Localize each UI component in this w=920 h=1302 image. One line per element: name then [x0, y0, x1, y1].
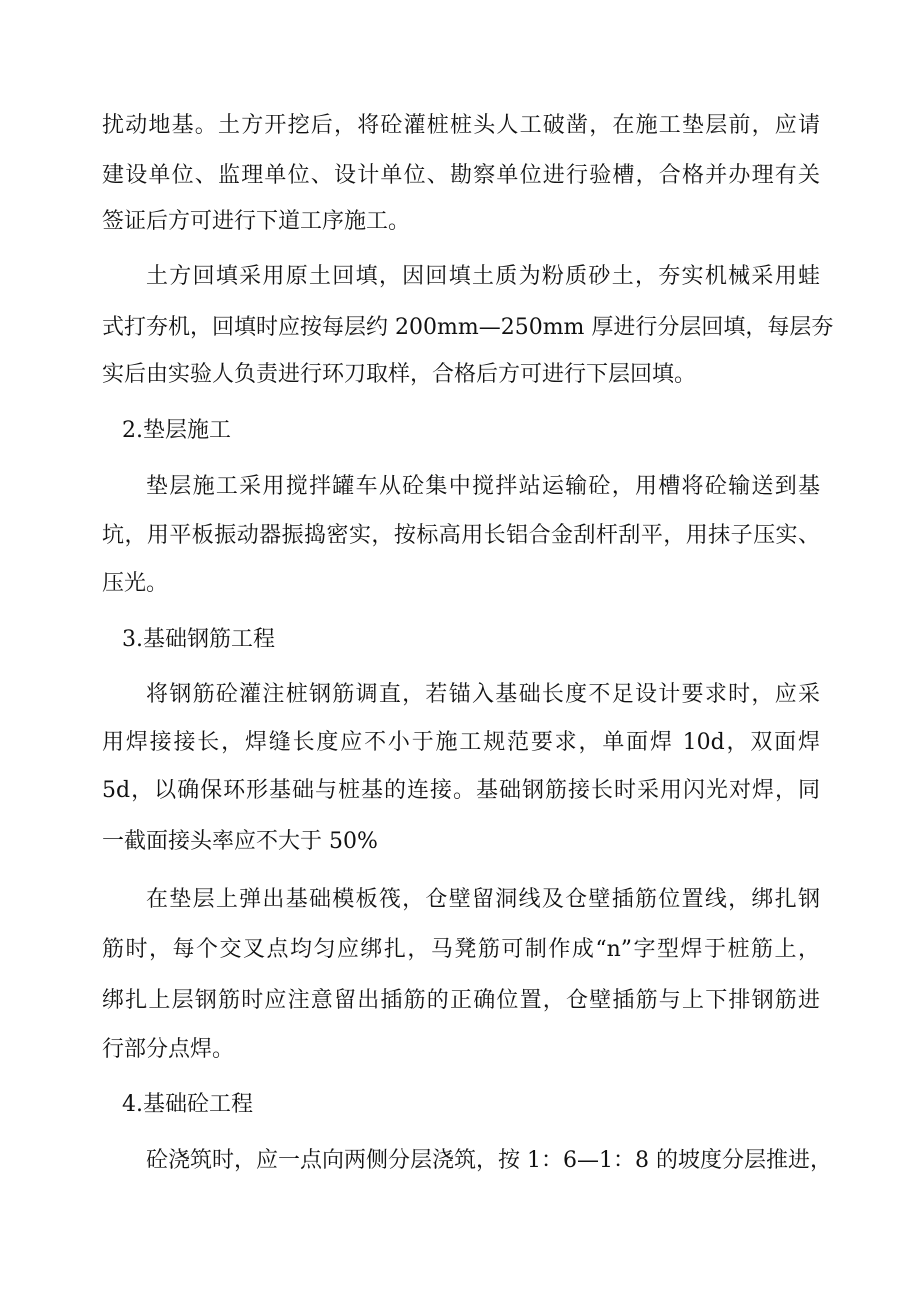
- section-heading: 3.基础钢筋工程: [122, 627, 275, 652]
- text-line: 式打夯机，回填时应按每层约 200mm—250mm 厚进行分层回填，每层夯: [102, 315, 834, 340]
- text-line: 土方回填采用原土回填，因回填土质为粉质砂土，夯实机械采用蛙: [146, 264, 820, 289]
- text-line: 绑扎上层钢筋时应注意留出插筋的正确位置，仓壁插筋与上下排钢筋进: [102, 988, 820, 1013]
- text-line: 行部分点焊。: [102, 1037, 235, 1062]
- text-line: 垫层施工采用搅拌罐车从砼集中搅拌站运输砼，用槽将砼输送到基: [146, 474, 820, 499]
- section-heading: 2.垫层施工: [122, 418, 231, 443]
- text-line: 建设单位、监理单位、设计单位、勘察单位进行验槽，合格并办理有关: [102, 163, 820, 188]
- text-line: 将钢筋砼灌注桩钢筋调直，若锚入基础长度不足设计要求时，应采: [146, 682, 820, 707]
- text-line: 砼浇筑时，应一点向两侧分层浇筑，按 1：6—1：8 的坡度分层推进，: [146, 1148, 832, 1173]
- section-heading: 4.基础砼工程: [122, 1092, 253, 1117]
- text-line: 一截面接头率应不大于 50%: [102, 829, 378, 854]
- text-line: 压光。: [102, 571, 169, 596]
- text-line: 筋时，每个交叉点均匀应绑扎，马凳筋可制作成“n”字型焊于桩筋上，: [102, 937, 820, 962]
- text-line: 签证后方可进行下道工序施工。: [102, 209, 411, 234]
- text-line: 扰动地基。土方开挖后，将砼灌桩桩头人工破凿，在施工垫层前，应请: [102, 113, 820, 138]
- text-line: 实后由实验人负责进行环刀取样，合格后方可进行下层回填。: [102, 362, 697, 387]
- text-line: 坑，用平板振动器振捣密实，按标高用长铝合金刮杆刮平，用抹子压实、: [102, 523, 820, 548]
- text-line: 5d，以确保环形基础与桩基的连接。基础钢筋接长时采用闪光对焊，同: [102, 778, 820, 803]
- text-line: 用焊接接长，焊缝长度应不小于施工规范要求，单面焊 10d，双面焊: [102, 730, 820, 755]
- text-line: 在垫层上弹出基础模板筏，仓壁留洞线及仓壁插筋位置线，绑扎钢: [146, 887, 820, 912]
